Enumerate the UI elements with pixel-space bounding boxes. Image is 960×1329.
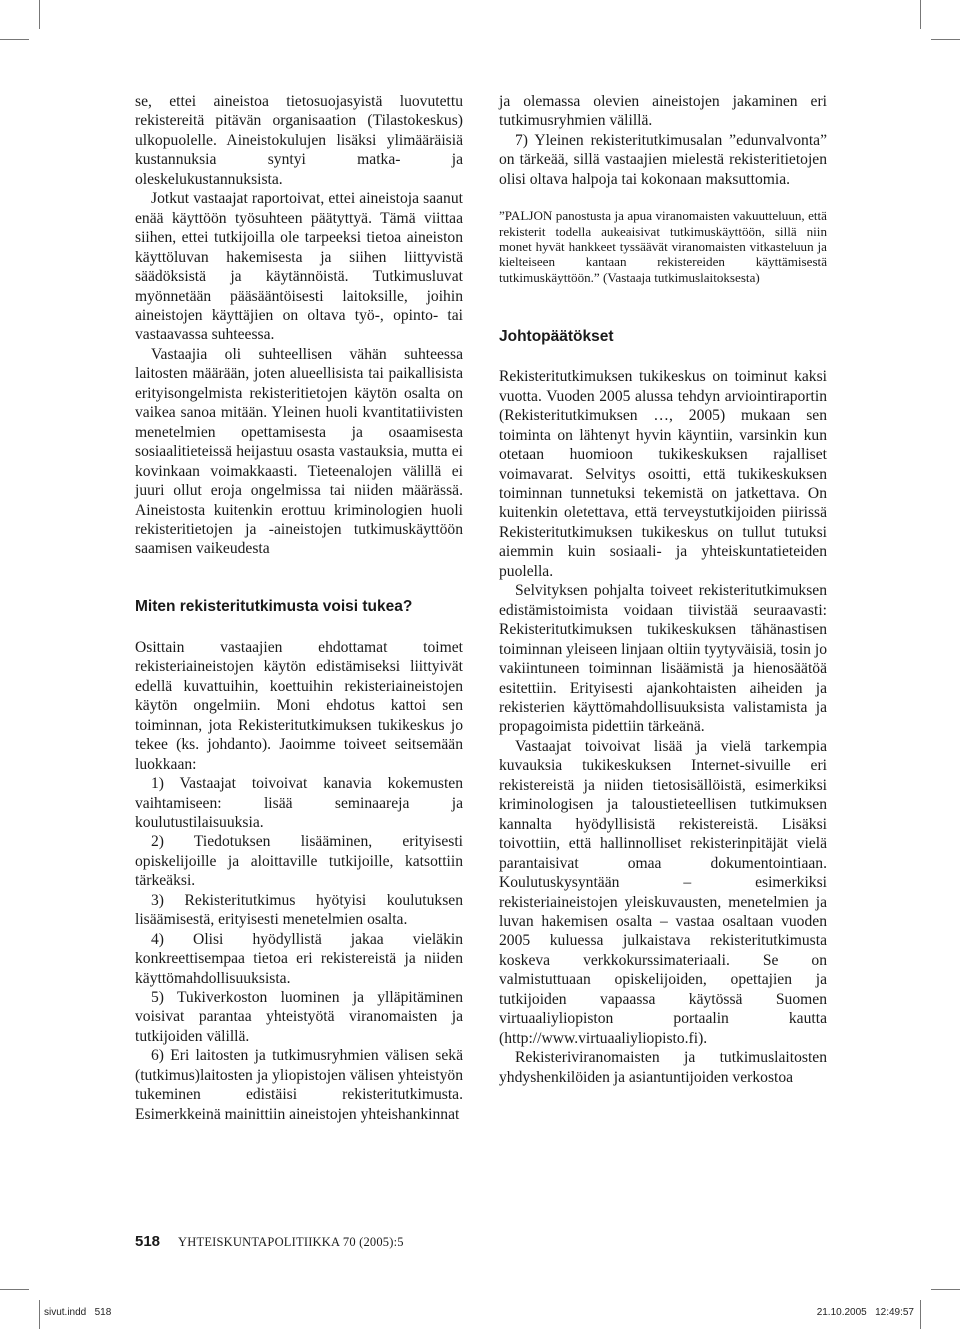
left-paragraph-6: 2) Tiedotuksen lisääminen, erityisesti opiskelijoille ja aloittaville tutkijoille, katsottiin tärkeäksi. bbox=[135, 833, 463, 890]
left-column bbox=[135, 92, 463, 1124]
respondent-quote: ”PALJON panostusta ja apua viranomaisten vakuutteluun, että rekisterit todella aukeaisivat tutkimuskäyttöön, sillä niin monet hyvät hankkeet tyssäävät viranomaisten vitkasteluun ja kielteiseen kantaan rekistereiden käyttämisestä tutkimuskäyttöön.” (Vastaaja tutkimuslaitoksesta) bbox=[499, 208, 827, 285]
right-column bbox=[499, 92, 827, 1087]
slug-filename: sivut.indd 518 bbox=[44, 1307, 112, 1318]
left-paragraph-3: Vastaajia oli suhteellisen vähän suhteessa laitosten määrään, joten alueellisista tai paikallisista erityisongelmista rekisteritietojen käytön osalta on vaikea sanoa mitään. Yleinen huoli kvantitatiivisten menetelmien opettamisesta ja osaamisesta sosiaalitieteissä heijastuu osasta vastauksia, mutta ei kovinkaan voimakkaasti. Tieteenalojen välillä ei juuri ollut eroja ongelmissa tai niiden määrässä. Aineistosta kuitenkin erottuu kriminologien huoli rekisteritietojen ja -aineistojen tutkimuskäyttöön saamisen vaikeudesta bbox=[135, 345, 463, 558]
left-paragraph-10: 6) Eri laitosten ja tutkimusryhmien välisen sekä (tutkimus)laitosten ja yliopistojen välisen yhteistyön tukeminen edistäisi rekisteritutkimusta. Esimerkkeinä mainittiin aineistojen yhteishankinnat bbox=[135, 1047, 463, 1123]
page-number: 518 bbox=[135, 1233, 161, 1250]
left-paragraph-5: 1) Vastaajat toivoivat kanavia kokemusten vaihtamiseen: lisää seminaareja ja koulutustilaisuuksia. bbox=[135, 775, 463, 831]
section-heading-conclusions: Johtopäätökset bbox=[499, 328, 614, 346]
right-paragraph-2: 7) Yleinen rekisteritutkimusalan ”edunvalvonta” on tärkeää, sillä vastaajien mielestä rekisteritietojen olisi oltava halpoja tai kokonaan maksuttomia. bbox=[499, 131, 827, 188]
left-paragraph-1: se, ettei aineistoa tietosuojasyistä luovutettu rekistereitä pitävän organisaation (Tilastokeskus) ulkopuolelle. Aineistokulujen lisäksi ylimääräisiä kustannuksia syntyi matka- ja oleskelukustannuksista. bbox=[135, 93, 463, 188]
crop-mark-bottom-left-horizontal bbox=[0, 1289, 29, 1290]
crop-mark-bottom-right-horizontal bbox=[931, 1289, 960, 1290]
right-paragraph-4: Selvityksen pohjalta toiveet rekisteritutkimuksen edistämistoimista voidaan tiivistää seuraavasti: Rekisteritutkimuksen tukikeskuksen tähänastisen toiminnan yleiseen linjaan oltiin tyytyväisiä, tosin jo vakiintuneen toiminnan lisäämistä ja hienosäätöä esitettiin. Erityisesti ajankohtaisten aiheiden ja rekisterien käyttömahdollisuuksista valistamista ja propagoimista pidettiin tärkeänä. bbox=[499, 582, 827, 736]
left-paragraph-4: Osittain vastaajien ehdottamat toimet rekisteriaineistojen käytön edistämiseksi liittyivät edellä kuvattuihin, koettuihin rekisteriaineistojen käytön ongelmiin. Moni ehdotus kattoi sen toiminnan, jota Rekisteritutkimuksen tukikeskus jo tekee (ks. johdanto). Jaoimme toiveet seitsemään luokkaan: bbox=[135, 638, 463, 773]
right-paragraph-1: ja olemassa olevien aineistojen jakaminen eri tutkimusryhmien välillä. bbox=[499, 93, 827, 130]
crop-mark-bottom-left-vertical bbox=[39, 1300, 40, 1329]
left-paragraph-7: 3) Rekisteritutkimus hyötyisi koulutuksen lisäämisestä, erityisesti menetelmien osalta. bbox=[135, 891, 463, 929]
left-paragraph-8: 4) Olisi hyödyllistä jakaa vieläkin konkreettisempaa tietoa eri rekistereistä ja niiden käyttömahdollisuuksista. bbox=[135, 930, 463, 987]
right-paragraph-3: Rekisteritutkimuksen tukikeskus on toiminut kaksi vuotta. Vuoden 2005 alussa tehdyn arviointiraportin (Rekisteritutkimuksen …, 2005) mukaan sen toiminta on lähtenyt hyvin käyntiin, varsinkin kun otetaan huomioon tukikeskuksen rajalliset voimavarat. Selvitys osoitti, että tukikeskuksen toiminnan tunnetuksi tekemistä on jatkettava. On kuitenkin oletettava, että terveystutkijoiden piirissä Rekisteritutkimuksen tukikeskus on tullut tutuksi aiemmin kuin sosiaali- ja yhteiskuntatieteiden puolella. bbox=[499, 368, 827, 580]
crop-mark-bottom-right-vertical bbox=[920, 1300, 921, 1329]
section-heading-support: Miten rekisteritutkimusta voisi tukea? bbox=[135, 597, 413, 615]
left-paragraph-9: 5) Tukiverkoston luominen ja ylläpitäminen voisivat parantaa yhteistyötä viranomaisten ja tutkijoiden välillä. bbox=[135, 989, 463, 1045]
journal-reference: YHTEISKUNTAPOLITIIKKA 70 (2005):5 bbox=[178, 1235, 404, 1249]
slug-datetime: 21.10.2005 12:49:57 bbox=[816, 1307, 914, 1318]
page-footer bbox=[135, 1233, 404, 1251]
crop-mark-top-right-vertical bbox=[920, 0, 921, 29]
crop-mark-top-right-horizontal bbox=[931, 39, 960, 40]
crop-mark-top-left-horizontal bbox=[0, 39, 29, 40]
left-paragraph-2: Jotkut vastaajat raportoivat, ettei aineistoja saanut enää käyttöön työsuhteen päätyttyä. Tämä viittaa siihen, ettei tutkijoilla ole tarpeeksi tietoa aineiston käyttöluvan hakemisesta ja siihen liittyvistä säädöksistä ja käytännöistä. Tutkimusluvat myönnetään pääsääntöisesti laitoksille, joihin aineistojen käyttäjien on oltava työ-, opinto- tai vastaavassa suhteessa. bbox=[135, 190, 463, 344]
right-paragraph-6: Rekisteriviranomaisten ja tutkimuslaitosten yhdyshenkilöiden ja asiantuntijoiden verkostoa bbox=[499, 1049, 827, 1086]
right-paragraph-5: Vastaajat toivoivat lisää ja vielä tarkempia kuvauksia tukikeskuksen Internet-sivuille eri rekistereistä ja niiden tietosisällöistä, esimerkiksi kriminologisen ja taloustieteellisen tutkimuksen kannalta hyödyllisistä rekistereistä. Lisäksi toivottiin, että hallinnolliset rekisterinpitäjät vielä parantaisivat omaa dokumentointiaan. Koulutuskysyntään – esimerkiksi rekisteriaineistojen yleiskuvausten, menetelmien ja luvan hakemisen osalta – vastaa osaltaan vuoden 2005 kuluessa julkaistava rekisteritutkimusta koskeva verkkokurssimateriaali. Se on valmistuttuaan opiskelijoiden, opettajien ja tutkijoiden vapaassa käytössä Suomen virtuaaliyliopiston portaalin kautta (http://www.virtuaaliyliopisto.fi). bbox=[499, 737, 827, 1047]
crop-mark-top-left-vertical bbox=[39, 0, 40, 29]
